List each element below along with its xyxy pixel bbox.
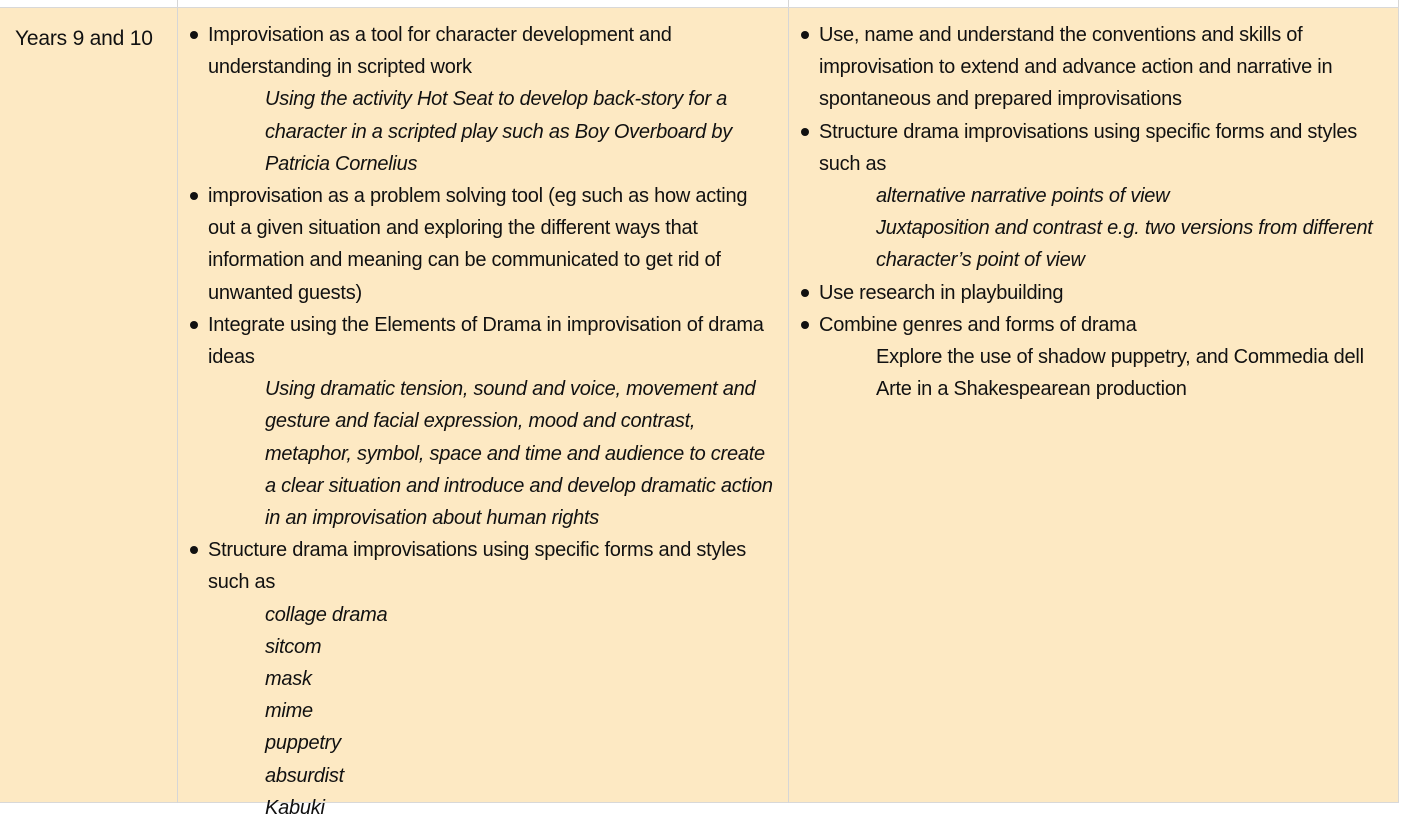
column-divider — [788, 8, 789, 803]
bullet-text: Improvisation as a tool for character development and understanding in scripted work — [208, 24, 672, 79]
sub-example — [819, 341, 1389, 405]
sub-item: alternative narrative points of view — [876, 185, 1170, 208]
bullet-text: Structure drama improvisations using specific forms and styles such as — [208, 539, 747, 594]
sub-item: Explore the use of shadow puppetry, and Commedia dell Arte in a Shakespearean production — [876, 346, 1364, 401]
bullet-item — [799, 277, 1389, 309]
skills-bullet-list — [799, 19, 1389, 405]
column-divider — [1398, 0, 1399, 7]
column-divider — [177, 8, 178, 803]
sub-item: puppetry — [265, 732, 341, 755]
focus-list-container — [188, 19, 778, 824]
sub-item: Using the activity Hot Seat to develop back-story for a character in a scripted play such as Boy Overboard by Patricia Cornelius — [265, 88, 732, 175]
bullet-item — [799, 19, 1389, 116]
sub-item: collage drama — [265, 603, 388, 626]
sub-list — [208, 599, 778, 824]
sub-item: mime — [265, 700, 313, 723]
column-divider — [177, 0, 178, 7]
sub-item: Kabuki — [265, 796, 325, 819]
year-label: Years 9 and 10 — [15, 27, 153, 50]
sub-list — [819, 180, 1389, 277]
skills-list-container — [799, 19, 1389, 405]
bullet-item — [188, 19, 778, 180]
sub-item: sitcom — [265, 635, 322, 658]
sub-item: absurdist — [265, 764, 344, 787]
bullet-text: improvisation as a problem solving tool (eg such as how acting out a given situation and exploring the different ways that information and meaning can be communicated to get rid of unwanted guests) — [208, 185, 748, 304]
focus-bullet-list — [188, 19, 778, 824]
bullet-text: Structure drama improvisations using specific forms and styles such as — [819, 120, 1358, 175]
bullet-item — [799, 116, 1389, 277]
sub-item: Juxtaposition and contrast e.g. two versions from different character’s point of view — [876, 217, 1373, 272]
sub-example — [208, 83, 778, 180]
bullet-text: Combine genres and forms of drama — [819, 313, 1137, 336]
bullet-item — [188, 534, 778, 824]
bullet-item — [188, 180, 778, 309]
sub-item: Using dramatic tension, sound and voice, movement and gesture and facial expression, mood and contrast, metaphor, symbol, space and time and audience to create a clear situation and introduce and develop dramatic action in an improvisation about human rights — [265, 378, 773, 530]
bullet-text: Integrate using the Elements of Drama in improvisation of drama ideas — [208, 313, 764, 369]
bullet-item — [799, 309, 1389, 406]
sub-item: mask — [265, 668, 312, 691]
bullet-text: Use, name and understand the conventions and skills of improvisation to extend and advance action and narrative in spontaneous and prepared improvisations — [819, 24, 1333, 111]
bullet-item — [188, 309, 778, 534]
column-divider — [788, 0, 789, 7]
bullet-text: Use research in playbuilding — [819, 281, 1064, 304]
sub-example — [208, 373, 778, 534]
table-top-strip — [0, 0, 1399, 7]
